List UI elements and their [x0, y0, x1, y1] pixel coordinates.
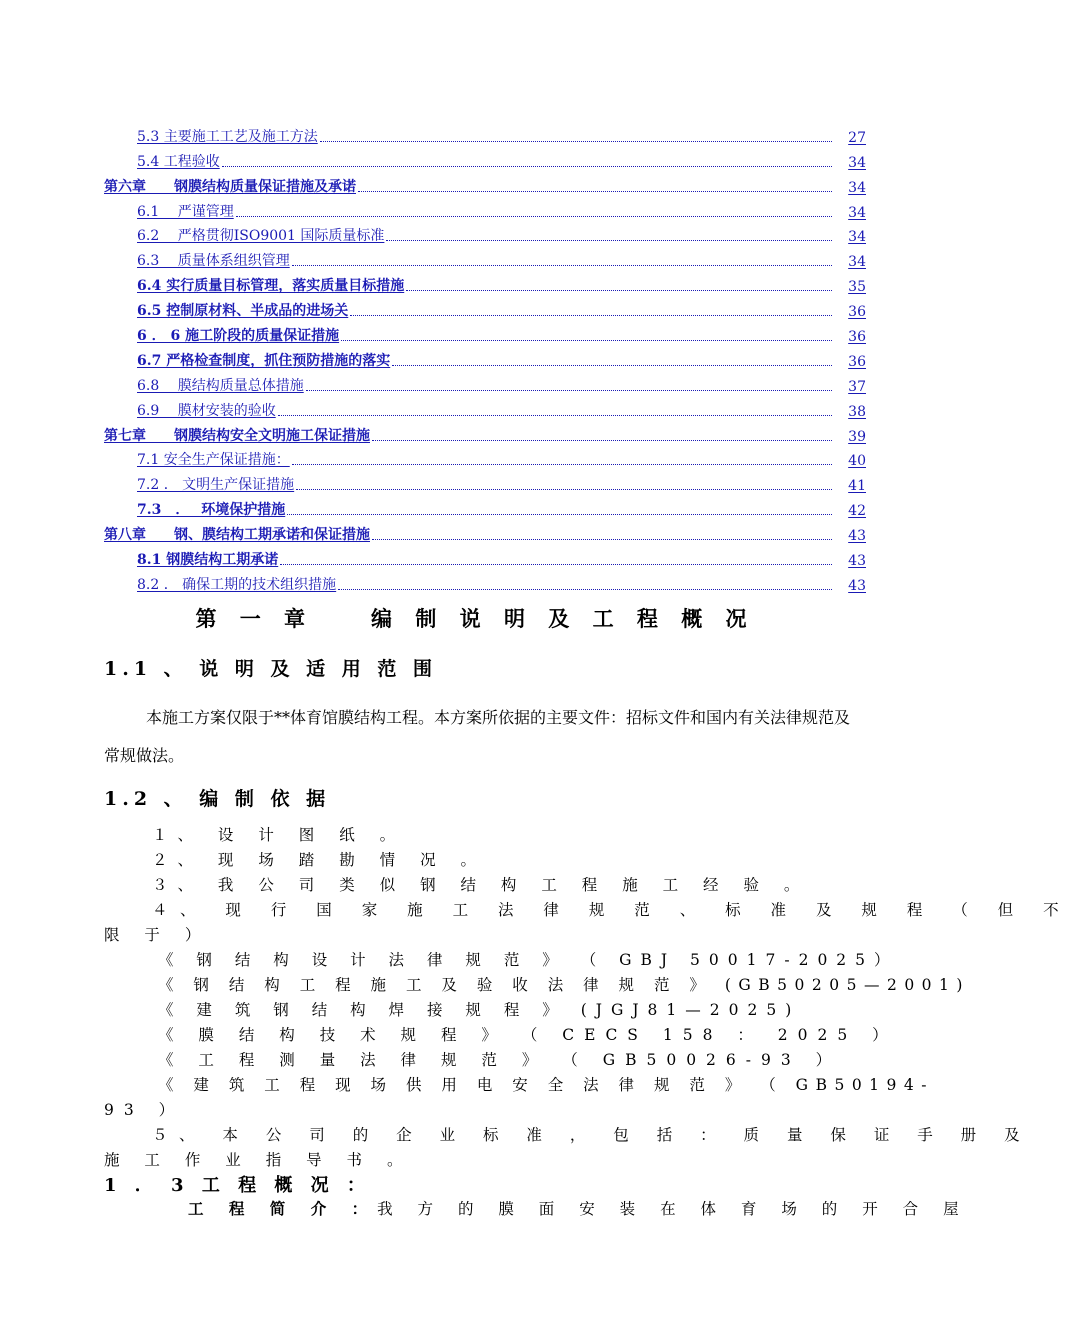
toc-entry[interactable]: [104, 270, 866, 295]
toc-leader-dots: [358, 191, 832, 192]
toc-page-number: 35: [848, 279, 866, 296]
standard-6-cont: 93 ）: [104, 1101, 185, 1119]
standard-3: 《 建 筑 钢 结 构 焊 接 规 程 》 (JGJ81—2025): [158, 1001, 801, 1019]
toc-entry[interactable]: [104, 171, 866, 196]
basis-item-4-cont: 限 于 ）: [104, 926, 211, 944]
toc-entry[interactable]: [104, 221, 866, 246]
basis-item-4: ４、 现 行 国 家 施 工 法 律 规 范 、 标 准 及 规 程 （ 但 不: [152, 901, 1071, 919]
toc-leader-dots: [341, 340, 832, 341]
standard-1: 《 钢 结 构 设 计 法 律 规 范 》 （ GBJ 50017-2025）: [158, 951, 899, 969]
toc-entry-label: 6.8 膜结构质量总体措施: [137, 375, 304, 395]
toc-page-number: 34: [848, 154, 866, 171]
toc-entry-label: 第八章 钢、膜结构工期承诺和保证措施: [104, 524, 370, 544]
toc-entry-label: 7.1 安全生产保证措施：: [137, 449, 290, 469]
table-of-contents: [104, 121, 866, 594]
toc-leader-dots: [292, 265, 832, 266]
standard-6: 《 建 筑 工 程 现 场 供 用 电 安 全 法 律 规 范 》 （ GB50194-: [158, 1076, 935, 1094]
toc-leader-dots: [320, 141, 832, 142]
standard-2: 《 钢 结 构 工 程 施 工 及 验 收 法 律 规 范 》 (GB50205—2001): [158, 976, 970, 994]
toc-leader-dots: [392, 365, 832, 366]
section-heading-1-1: 1.1 、 说 明 及 适 用 范 围: [104, 658, 437, 680]
toc-entry-label: 第六章 钢膜结构质量保证措施及承诺: [104, 176, 356, 196]
basis-item-3: ３、 我 公 司 类 似 钢 结 构 工 程 施 工 经 验 。: [152, 876, 810, 894]
toc-page-number: 43: [848, 553, 866, 570]
chapter-title: 第 一 章 编 制 说 明 及 工 程 概 况: [195, 606, 755, 631]
toc-page-number: 36: [848, 353, 866, 370]
toc-entry-label: 6.3 质量体系组织管理: [137, 250, 290, 270]
toc-entry-label: 6.7 严格检查制度，抓住预防措施的落实: [137, 350, 390, 370]
toc-leader-dots: [372, 539, 832, 540]
toc-leader-dots: [338, 589, 832, 590]
section-heading-1-2: 1.2 、 编 制 依 据: [104, 788, 331, 810]
toc-entry-label: 6.5 控制原材料、半成品的进场关: [137, 300, 348, 320]
toc-page-number: 41: [848, 478, 866, 495]
toc-leader-dots: [306, 390, 832, 391]
toc-page-number: 36: [848, 304, 866, 321]
basis-item-1: １、 设 计 图 纸 。: [152, 826, 406, 844]
toc-leader-dots: [280, 564, 832, 565]
toc-entry[interactable]: [104, 345, 866, 370]
toc-page-number: 34: [848, 179, 866, 196]
toc-entry[interactable]: [104, 245, 866, 270]
toc-page-number: 40: [848, 453, 866, 470]
toc-leader-dots: [222, 166, 832, 167]
toc-entry[interactable]: [104, 121, 866, 146]
standard-5: 《 工 程 测 量 法 律 规 范 》 （ GB50026-93 ）: [158, 1051, 842, 1069]
toc-entry[interactable]: [104, 196, 866, 221]
toc-entry[interactable]: [104, 146, 866, 171]
toc-page-number: 34: [848, 254, 866, 271]
toc-entry-label: 7.3 ． 环境保护措施: [137, 499, 285, 519]
toc-entry[interactable]: [104, 569, 866, 594]
project-intro: 工 程 简 介 ：我 方 的 膜 面 安 装 在 体 育 场 的 开 合 屋: [188, 1199, 969, 1218]
toc-entry[interactable]: [104, 469, 866, 494]
toc-entry-label: 5.3 主要施工工艺及施工方法: [137, 126, 318, 146]
standard-4: 《 膜 结 构 技 术 规 程 》 （ CECS 158 ： 2025 ）: [158, 1026, 898, 1044]
toc-entry[interactable]: [104, 320, 866, 345]
toc-page-number: 39: [848, 428, 866, 445]
section-heading-1-3: 1 ． 3 工 程 概 况 ：: [104, 1175, 371, 1196]
toc-entry[interactable]: [104, 370, 866, 395]
basis-item-5: ５、 本 公 司 的 企 业 标 准 ， 包 括 ： 质 量 保 证 手 册 及: [152, 1126, 1032, 1144]
toc-leader-dots: [296, 489, 832, 490]
toc-page-number: 42: [848, 503, 866, 520]
section-1-1-paragraph: 本施工方案仅限于**体育馆膜结构工程。本方案所依据的主要文件：招标文件和国内有关法律规范及常规做法。: [104, 708, 851, 765]
toc-leader-dots: [287, 514, 832, 515]
basis-item-2: ２、 现 场 踏 勘 情 况 。: [152, 851, 486, 869]
toc-page-number: 34: [848, 229, 866, 246]
toc-page-number: 43: [848, 528, 866, 545]
toc-entry-label: 6 ． 6 施工阶段的质量保证措施: [137, 325, 339, 345]
toc-leader-dots: [372, 440, 832, 441]
toc-leader-dots: [386, 240, 832, 241]
toc-leader-dots: [406, 290, 832, 291]
toc-page-number: 27: [848, 129, 866, 146]
toc-entry[interactable]: [104, 295, 866, 320]
toc-entry[interactable]: [104, 395, 866, 420]
toc-page-number: 38: [848, 403, 866, 420]
toc-entry-label: 6.1 严谨管理: [137, 201, 234, 221]
toc-leader-dots: [350, 315, 832, 316]
toc-entry-label: 6.4 实行质量目标管理，落实质量目标措施: [137, 275, 404, 295]
toc-entry[interactable]: [104, 445, 866, 470]
toc-entry-label: 8.2 ． 确保工期的技术组织措施: [137, 574, 336, 594]
toc-page-number: 36: [848, 329, 866, 346]
toc-entry[interactable]: [104, 494, 866, 519]
toc-page-number: 43: [848, 577, 866, 594]
toc-page-number: 34: [848, 204, 866, 221]
toc-entry[interactable]: [104, 544, 866, 569]
toc-entry-label: 8.1 钢膜结构工期承诺: [137, 549, 278, 569]
toc-entry-label: 7.2 ． 文明生产保证措施: [137, 474, 294, 494]
toc-entry[interactable]: [104, 420, 866, 445]
toc-entry[interactable]: [104, 519, 866, 544]
toc-entry-label: 5.4 工程验收: [137, 151, 220, 171]
toc-entry-label: 第七章 钢膜结构安全文明施工保证措施: [104, 425, 370, 445]
toc-page-number: 37: [848, 378, 866, 395]
toc-leader-dots: [278, 415, 832, 416]
toc-entry-label: 6.9 膜材安装的验收: [137, 400, 276, 420]
toc-entry-label: 6.2 严格贯彻ISO9001 国际质量标准: [137, 225, 384, 245]
toc-leader-dots: [236, 216, 832, 217]
basis-item-5-cont: 施 工 作 业 指 导 书 。: [104, 1151, 413, 1169]
toc-leader-dots: [292, 464, 832, 465]
